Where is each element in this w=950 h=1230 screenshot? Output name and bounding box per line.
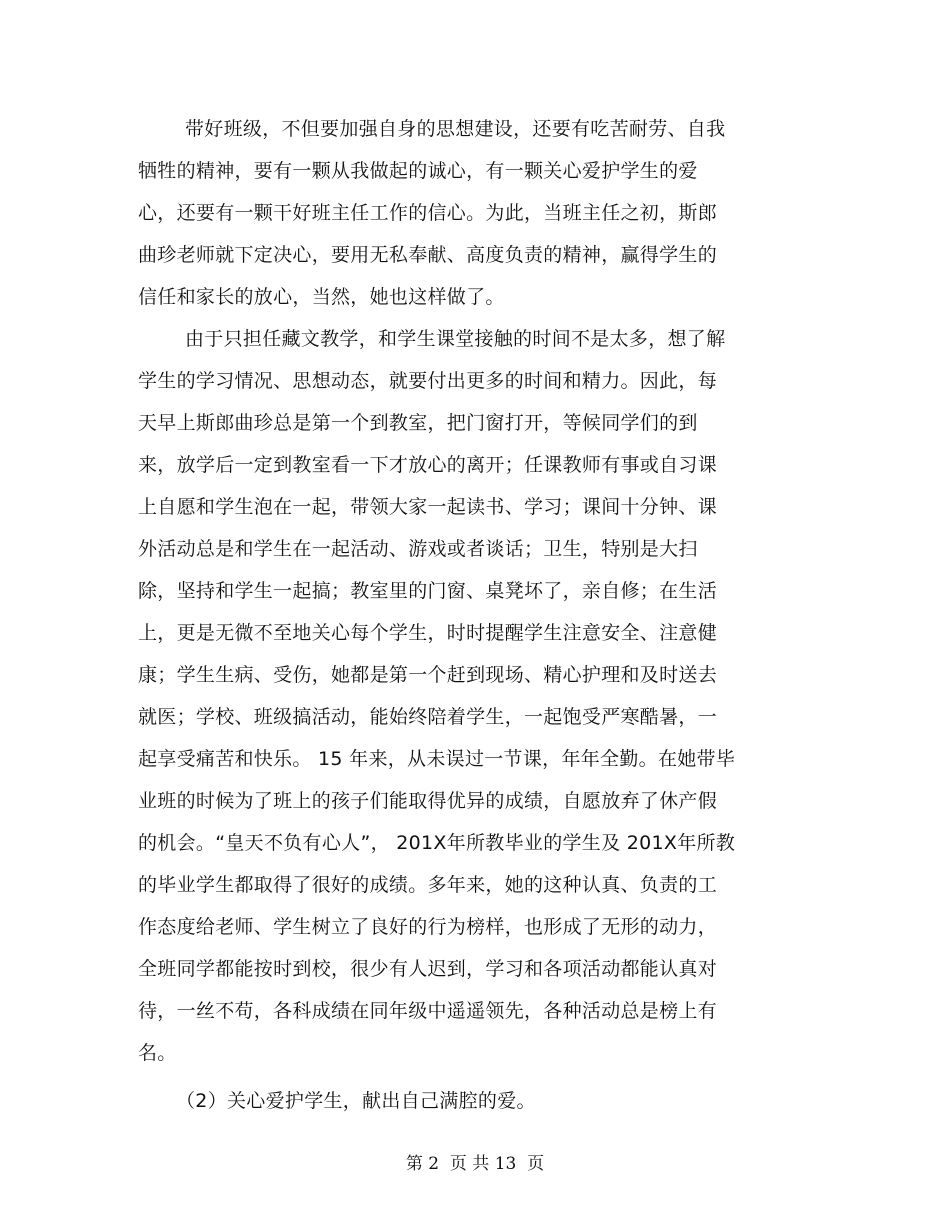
paragraph-2-line-13: 的机会。“皇天不负有心人”， 201X年所教毕业的学生及 201X年所教 [138, 832, 736, 854]
paragraph-2-line-11: 起享受痛苦和快乐。 15 年来，从未误过一节课，年年全勤。在她带毕 [138, 748, 736, 770]
paragraph-2-line-18: 名。 [138, 1042, 177, 1064]
paragraph-1-line-4: 曲珍老师就下定决心，要用无私奉献、高度负责的精神，赢得学生的 [138, 244, 718, 266]
paragraph-2-line-1: 由于只担任藏文教学，和学生课堂接触的时间不是太多，想了解 [185, 328, 726, 350]
paragraph-2-line-10: 就医；学校、班级搞活动，能始终陪着学生，一起饱受严寒酷暑，一 [138, 706, 718, 728]
paragraph-2-line-7: 除，坚持和学生一起搞；教室里的门窗、桌凳坏了，亲自修；在生活 [138, 580, 718, 602]
paragraph-1-line-3: 心，还要有一颗干好班主任工作的信心。为此，当班主任之初，斯郎 [138, 202, 718, 224]
paragraph-2-line-3: 天早上斯郎曲珍总是第一个到教室，把门窗打开，等候同学们的到 [138, 412, 698, 434]
paragraph-2-line-4: 来，放学后一定到教室看一下才放心的离开；任课教师有事或自习课 [138, 454, 718, 476]
section-subheading: （2）关心爱护学生，献出自己满腔的爱。 [176, 1090, 536, 1112]
paragraph-2-line-17: 待，一丝不苟，各科成绩在同年级中遥遥领先，各种活动总是榜上有 [138, 1000, 718, 1022]
paragraph-2-line-15: 作态度给老师、学生树立了良好的行为榜样，也形成了无形的动力， [138, 916, 718, 938]
paragraph-1-line-2: 牺牲的精神，要有一颗从我做起的诚心，有一颗关心爱护学生的爱 [138, 160, 698, 182]
paragraph-2-line-6: 外活动总是和学生在一起活动、游戏或者谈话；卫生，特别是大扫 [138, 538, 698, 560]
paragraph-2-line-9: 康；学生生病、受伤，她都是第一个赶到现场、精心护理和及时送去 [138, 664, 718, 686]
paragraph-1-line-1: 带好班级，不但要加强自身的思想建设，还要有吃苦耐劳、自我 [185, 118, 726, 140]
page-number-footer: 第 2 页 共 13 页 [405, 1154, 545, 1174]
paragraph-2-line-16: 全班同学都能按时到校，很少有人迟到，学习和各项活动都能认真对 [138, 958, 718, 980]
paragraph-1-line-5: 信任和家长的放心，当然，她也这样做了。 [138, 286, 505, 308]
paragraph-2-line-12: 业班的时候为了班上的孩子们能取得优异的成绩，自愿放弃了休产假 [138, 790, 718, 812]
paragraph-2-line-8: 上，更是无微不至地关心每个学生，时时提醒学生注意安全、注意健 [138, 622, 718, 644]
paragraph-2-line-2: 学生的学习情况、思想动态，就要付出更多的时间和精力。因此，每 [138, 370, 718, 392]
paragraph-2-line-14: 的毕业学生都取得了很好的成绩。多年来，她的这种认真、负责的工 [138, 874, 718, 896]
paragraph-2-line-5: 上自愿和学生泡在一起，带领大家一起读书、学习；课间十分钟、课 [138, 496, 718, 518]
